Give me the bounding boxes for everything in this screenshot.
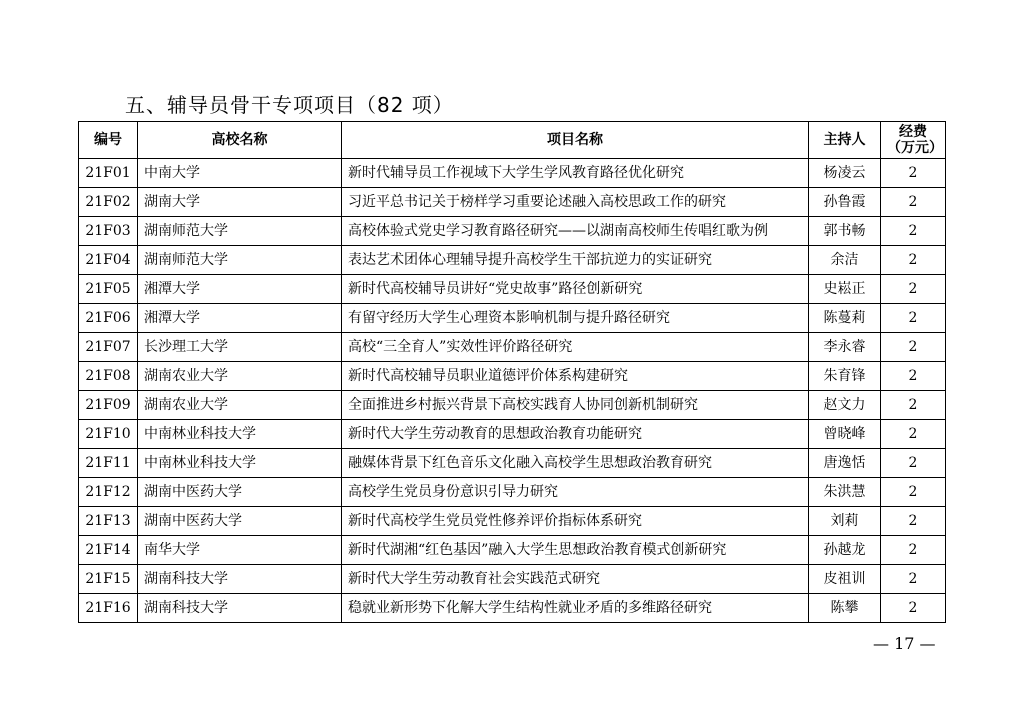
table-row — [79, 333, 946, 362]
cell-id: 21F01 — [79, 159, 138, 188]
table-header-row — [79, 122, 946, 159]
cell-leader: 孙越龙 — [809, 536, 881, 565]
cell-id: 21F16 — [79, 594, 138, 623]
cell-project: 全面推进乡村振兴背景下高校实践育人协同创新机制研究 — [342, 391, 809, 420]
table-row — [79, 536, 946, 565]
cell-university: 南华大学 — [138, 536, 342, 565]
cell-funding: 2 — [881, 420, 946, 449]
cell-leader: 皮祖训 — [809, 565, 881, 594]
table-row — [79, 594, 946, 623]
cell-id: 21F02 — [79, 188, 138, 217]
cell-funding: 2 — [881, 275, 946, 304]
table-body — [79, 159, 946, 623]
cell-leader: 史崧正 — [809, 275, 881, 304]
cell-funding: 2 — [881, 188, 946, 217]
cell-id: 21F14 — [79, 536, 138, 565]
cell-leader: 余洁 — [809, 246, 881, 275]
cell-leader: 陈攀 — [809, 594, 881, 623]
cell-university: 湖南科技大学 — [138, 594, 342, 623]
table-row — [79, 391, 946, 420]
cell-funding: 2 — [881, 565, 946, 594]
cell-university: 湖南师范大学 — [138, 246, 342, 275]
header-funding-line1: 经费 — [899, 124, 927, 140]
cell-id: 21F11 — [79, 449, 138, 478]
cell-funding: 2 — [881, 478, 946, 507]
cell-university: 中南大学 — [138, 159, 342, 188]
header-project: 项目名称 — [342, 122, 809, 159]
cell-id: 21F05 — [79, 275, 138, 304]
cell-id: 21F06 — [79, 304, 138, 333]
cell-university: 湖南农业大学 — [138, 362, 342, 391]
cell-university: 湖南中医药大学 — [138, 478, 342, 507]
cell-project: 融媒体背景下红色音乐文化融入高校学生思想政治教育研究 — [342, 449, 809, 478]
cell-university: 湖南中医药大学 — [138, 507, 342, 536]
cell-project: 表达艺术团体心理辅导提升高校学生干部抗逆力的实证研究 — [342, 246, 809, 275]
cell-project: 新时代高校辅导员职业道德评价体系构建研究 — [342, 362, 809, 391]
cell-university: 湖南农业大学 — [138, 391, 342, 420]
table-row — [79, 275, 946, 304]
table-row — [79, 304, 946, 333]
cell-funding: 2 — [881, 507, 946, 536]
header-university: 高校名称 — [138, 122, 342, 159]
cell-university: 中南林业科技大学 — [138, 420, 342, 449]
cell-leader: 唐逸恬 — [809, 449, 881, 478]
cell-project: 新时代高校学生党员党性修养评价指标体系研究 — [342, 507, 809, 536]
cell-funding: 2 — [881, 159, 946, 188]
cell-id: 21F08 — [79, 362, 138, 391]
cell-university: 湘潭大学 — [138, 275, 342, 304]
cell-university: 中南林业科技大学 — [138, 449, 342, 478]
cell-funding: 2 — [881, 449, 946, 478]
table-row — [79, 420, 946, 449]
cell-project: 高校学生党员身份意识引导力研究 — [342, 478, 809, 507]
cell-funding: 2 — [881, 304, 946, 333]
cell-id: 21F10 — [79, 420, 138, 449]
cell-id: 21F04 — [79, 246, 138, 275]
cell-project: 新时代湖湘“红色基因”融入大学生思想政治教育模式创新研究 — [342, 536, 809, 565]
cell-id: 21F12 — [79, 478, 138, 507]
table-row — [79, 188, 946, 217]
cell-funding: 2 — [881, 246, 946, 275]
cell-funding: 2 — [881, 217, 946, 246]
table-row — [79, 246, 946, 275]
header-leader: 主持人 — [809, 122, 881, 159]
cell-university: 湖南师范大学 — [138, 217, 342, 246]
cell-leader: 朱育锋 — [809, 362, 881, 391]
cell-project: 习近平总书记关于榜样学习重要论述融入高校思政工作的研究 — [342, 188, 809, 217]
cell-leader: 曾晓峰 — [809, 420, 881, 449]
project-table — [78, 121, 946, 623]
page-number: — 17 — — [873, 634, 936, 653]
table-row — [79, 478, 946, 507]
cell-project: 高校体验式党史学习教育路径研究——以湖南高校师生传唱红歌为例 — [342, 217, 809, 246]
cell-project: 有留守经历大学生心理资本影响机制与提升路径研究 — [342, 304, 809, 333]
cell-university: 长沙理工大学 — [138, 333, 342, 362]
cell-project: 新时代大学生劳动教育社会实践范式研究 — [342, 565, 809, 594]
cell-project: 新时代辅导员工作视域下大学生学风教育路径优化研究 — [342, 159, 809, 188]
cell-leader: 李永睿 — [809, 333, 881, 362]
header-funding — [881, 122, 946, 159]
table-row — [79, 362, 946, 391]
cell-project: 高校“三全育人”实效性评价路径研究 — [342, 333, 809, 362]
table-row — [79, 565, 946, 594]
cell-id: 21F03 — [79, 217, 138, 246]
cell-leader: 郭书畅 — [809, 217, 881, 246]
cell-leader: 刘莉 — [809, 507, 881, 536]
section-title: 五、辅导员骨干专项项目（82 项） — [125, 93, 454, 117]
cell-leader: 杨凌云 — [809, 159, 881, 188]
cell-project: 新时代大学生劳动教育的思想政治教育功能研究 — [342, 420, 809, 449]
table-row — [79, 159, 946, 188]
table-row — [79, 217, 946, 246]
cell-leader: 孙鲁霞 — [809, 188, 881, 217]
cell-funding: 2 — [881, 391, 946, 420]
header-funding-line2: （万元） — [887, 140, 943, 156]
cell-funding: 2 — [881, 333, 946, 362]
table-row — [79, 449, 946, 478]
header-id: 编号 — [79, 122, 138, 159]
cell-id: 21F09 — [79, 391, 138, 420]
table-row — [79, 507, 946, 536]
cell-funding: 2 — [881, 594, 946, 623]
cell-id: 21F07 — [79, 333, 138, 362]
cell-project: 稳就业新形势下化解大学生结构性就业矛盾的多维路径研究 — [342, 594, 809, 623]
cell-university: 湖南大学 — [138, 188, 342, 217]
cell-leader: 赵文力 — [809, 391, 881, 420]
cell-id: 21F15 — [79, 565, 138, 594]
cell-leader: 陈蔓莉 — [809, 304, 881, 333]
cell-funding: 2 — [881, 362, 946, 391]
cell-funding: 2 — [881, 536, 946, 565]
cell-leader: 朱洪慧 — [809, 478, 881, 507]
cell-id: 21F13 — [79, 507, 138, 536]
cell-university: 湘潭大学 — [138, 304, 342, 333]
cell-university: 湖南科技大学 — [138, 565, 342, 594]
cell-project: 新时代高校辅导员讲好“党史故事”路径创新研究 — [342, 275, 809, 304]
